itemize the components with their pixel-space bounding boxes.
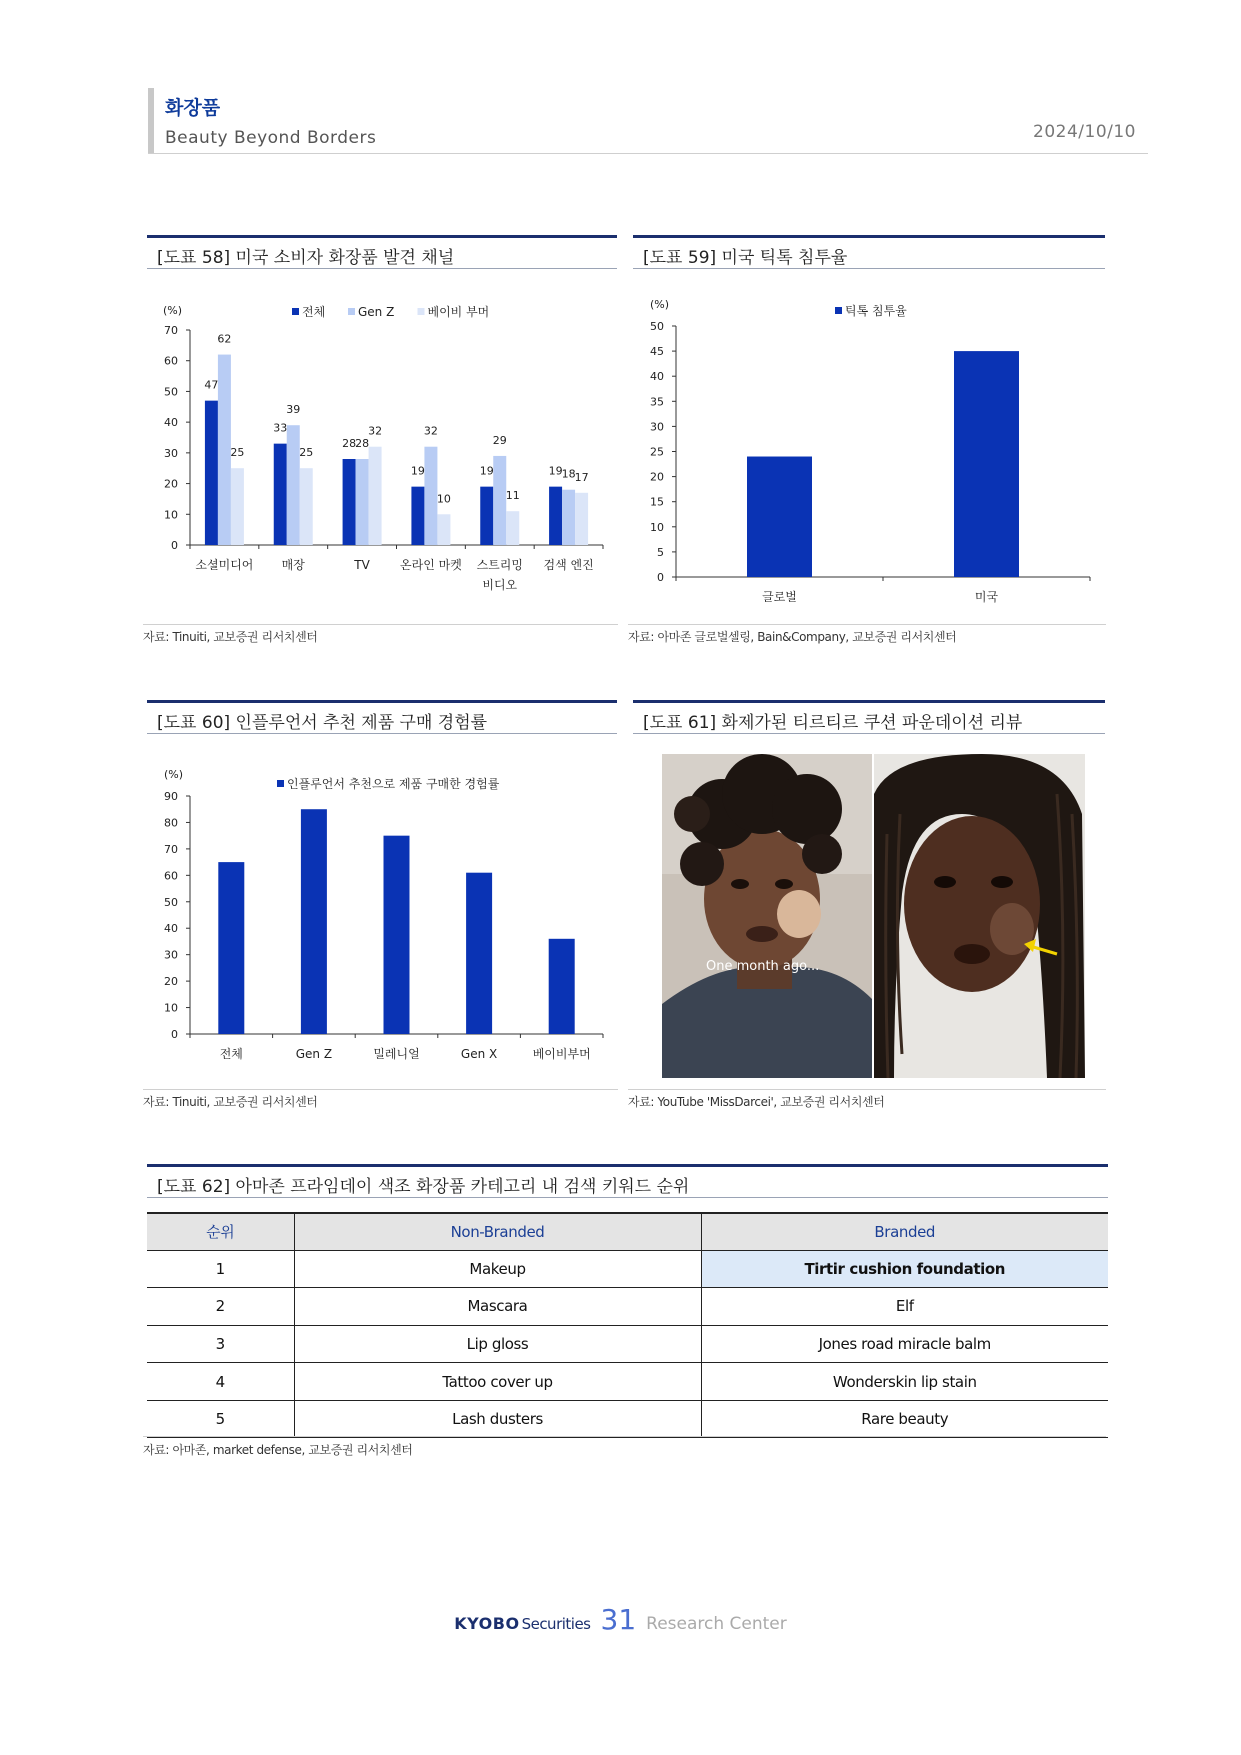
- data-label: 29: [492, 433, 507, 447]
- x-tick-label: Gen Z: [295, 1047, 333, 1061]
- y-unit-label: (%): [650, 298, 670, 311]
- rank-cell: 4: [147, 1363, 294, 1401]
- data-label: 25: [230, 446, 245, 460]
- table-row: [147, 1400, 1108, 1438]
- x-tick-label: 스트리밍: [476, 558, 523, 572]
- fig60-chart: [147, 760, 617, 1070]
- y-tick-label: 50: [164, 895, 178, 909]
- keyword-ranking-table: [147, 1212, 1108, 1438]
- header-divider: [148, 153, 1148, 154]
- data-label: 11: [505, 489, 520, 503]
- data-label: 25: [299, 446, 314, 460]
- x-tick-label: 검색 엔진: [543, 558, 594, 572]
- legend-label: Gen Z: [358, 305, 395, 319]
- y-tick-label: 20: [650, 470, 664, 484]
- x-tick-label: TV: [354, 558, 370, 572]
- bar: [562, 490, 575, 545]
- table-row: [147, 1288, 1108, 1326]
- y-tick-label: 10: [164, 1001, 178, 1015]
- data-label: 19: [479, 464, 494, 478]
- rank-cell: 5: [147, 1400, 294, 1438]
- table-row: [147, 1325, 1108, 1363]
- legend-swatch: [348, 308, 355, 315]
- bar: [480, 487, 493, 545]
- y-tick-label: 30: [650, 420, 664, 434]
- bar: [301, 809, 327, 1034]
- header-non-branded: Non-Branded: [294, 1213, 701, 1250]
- y-tick-label: 10: [650, 520, 664, 534]
- non-branded-cell: Mascara: [294, 1288, 701, 1326]
- legend-label: 베이비 부머: [427, 305, 490, 319]
- data-label: 28: [342, 437, 357, 450]
- legend-swatch: [418, 308, 425, 315]
- table-header-row: [147, 1213, 1108, 1250]
- rank-cell: 3: [147, 1325, 294, 1363]
- fig58-source: 자료: Tinuiti, 교보증권 리서치센터: [143, 630, 318, 644]
- y-tick-label: 0: [171, 539, 178, 552]
- fig58-source-divider: [143, 624, 618, 625]
- bar: [549, 939, 575, 1034]
- y-unit-label: (%): [164, 768, 184, 781]
- data-label: 33: [273, 421, 288, 435]
- branded-cell-highlighted: Tirtir cushion foundation: [701, 1250, 1108, 1288]
- y-tick-label: 40: [650, 370, 664, 384]
- rank-cell: 2: [147, 1288, 294, 1326]
- x-tick-label: 밀레니얼: [373, 1047, 420, 1061]
- bar: [300, 468, 313, 545]
- y-tick-label: 50: [650, 320, 664, 333]
- bar: [437, 514, 450, 545]
- data-label: 62: [217, 332, 232, 346]
- header-branded: Branded: [701, 1213, 1108, 1250]
- bar: [231, 468, 244, 545]
- data-label: 32: [368, 424, 383, 438]
- branded-cell: Jones road miracle balm: [701, 1325, 1108, 1363]
- fig61-source: 자료: YouTube 'MissDarcei', 교보증권 리서치센터: [628, 1095, 885, 1109]
- y-tick-label: 20: [164, 975, 178, 989]
- fig60-title: [도표 60] 인플루언서 추천 제품 구매 경험률: [147, 700, 617, 734]
- data-label: 17: [574, 470, 589, 484]
- fig59-source: 자료: 아마존 글로벌셀링, Bain&Company, 교보증권 리서치센터: [628, 630, 957, 644]
- footer-research-center: Research Center: [646, 1614, 787, 1634]
- tirtir-review-photo: [662, 754, 1085, 1078]
- y-unit-label: (%): [163, 304, 183, 317]
- data-label: 28: [355, 437, 370, 450]
- y-tick-label: 35: [650, 395, 664, 409]
- y-tick-label: 45: [650, 345, 664, 359]
- y-tick-label: 50: [164, 385, 178, 399]
- data-label: 39: [286, 403, 301, 417]
- x-tick-label: 글로벌: [762, 590, 797, 604]
- y-tick-label: 60: [164, 869, 178, 883]
- table-row: [147, 1250, 1108, 1288]
- bar: [493, 456, 506, 545]
- fig62-title: [도표 62] 아마존 프라임데이 색조 화장품 카테고리 내 검색 키워드 순위: [147, 1164, 1108, 1198]
- y-tick-label: 5: [657, 545, 664, 559]
- legend-label: 인플루언서 추천으로 제품 구매한 경험률: [287, 777, 500, 791]
- bar: [411, 487, 424, 545]
- photo-caption: One month ago...: [706, 959, 820, 974]
- y-tick-label: 70: [164, 324, 178, 337]
- x-tick-label: 소셜미디어: [195, 558, 254, 572]
- page-footer: [0, 1603, 1241, 1636]
- bar: [575, 493, 588, 545]
- y-tick-label: 30: [164, 446, 178, 460]
- data-label: 10: [436, 492, 451, 506]
- page-number: 31: [600, 1603, 637, 1636]
- header-accent-bar: [148, 88, 154, 154]
- legend-label: 틱톡 침투율: [845, 304, 907, 318]
- fig62-source: 자료: 아마존, market defense, 교보증권 리서치센터: [143, 1443, 413, 1457]
- non-branded-cell: Lip gloss: [294, 1325, 701, 1363]
- fig61-title: [도표 61] 화제가된 티르티르 쿠션 파운데이션 리뷰: [633, 700, 1105, 734]
- bar: [205, 401, 218, 545]
- y-tick-label: 10: [164, 508, 178, 522]
- y-tick-label: 0: [171, 1028, 178, 1041]
- fig59-chart: [633, 290, 1105, 620]
- section-title: 화장품: [165, 97, 221, 119]
- fig59-source-divider: [628, 624, 1106, 625]
- y-tick-label: 40: [164, 922, 178, 936]
- bar: [218, 355, 231, 545]
- fig62-source-divider: [143, 1436, 1106, 1437]
- fig61-source-divider: [628, 1089, 1106, 1090]
- non-branded-cell: Makeup: [294, 1250, 701, 1288]
- x-tick-label: 전체: [219, 1047, 243, 1061]
- branded-cell: Elf: [701, 1288, 1108, 1326]
- y-tick-label: 30: [164, 948, 178, 962]
- y-tick-label: 0: [657, 571, 664, 584]
- table-row: [147, 1363, 1108, 1401]
- review-photo-illustration: [662, 754, 1085, 1078]
- bar: [356, 459, 369, 545]
- legend-swatch: [292, 308, 299, 315]
- bar: [287, 425, 300, 545]
- non-branded-cell: Lash dusters: [294, 1400, 701, 1438]
- footer-brand: KYOBO: [454, 1614, 520, 1633]
- legend-label: 전체: [302, 305, 326, 319]
- bar: [274, 444, 287, 545]
- y-tick-label: 15: [650, 495, 664, 509]
- bar: [218, 862, 244, 1034]
- bar: [384, 836, 410, 1034]
- y-tick-label: 40: [164, 416, 178, 430]
- fig58-title: [도표 58] 미국 소비자 화장품 발견 채널: [147, 235, 617, 269]
- non-branded-cell: Tattoo cover up: [294, 1363, 701, 1401]
- data-label: 47: [204, 378, 219, 392]
- data-label: 32: [423, 424, 438, 438]
- data-label: 18: [561, 467, 576, 481]
- x-tick-label: 베이비부머: [532, 1047, 591, 1061]
- bar: [424, 447, 437, 545]
- bar: [747, 457, 812, 577]
- legend-swatch: [277, 780, 284, 787]
- legend-swatch: [835, 307, 842, 314]
- bar: [506, 511, 519, 545]
- x-tick-label: 비디오: [482, 578, 518, 592]
- fig59-title: [도표 59] 미국 틱톡 침투율: [633, 235, 1105, 269]
- y-tick-label: 25: [650, 445, 664, 459]
- fig58-chart: [147, 290, 617, 620]
- bar: [954, 351, 1019, 577]
- header-rank: 순위: [147, 1213, 294, 1250]
- y-tick-label: 60: [164, 354, 178, 368]
- branded-cell: Wonderskin lip stain: [701, 1363, 1108, 1401]
- fig60-source: 자료: Tinuiti, 교보증권 리서치센터: [143, 1095, 318, 1109]
- branded-cell: Rare beauty: [701, 1400, 1108, 1438]
- footer-brand-suffix: Securities: [521, 1615, 591, 1633]
- bar: [466, 873, 492, 1034]
- rank-cell: 1: [147, 1250, 294, 1288]
- x-tick-label: 매장: [281, 558, 305, 572]
- data-label: 19: [410, 464, 425, 478]
- fig60-source-divider: [143, 1089, 618, 1090]
- y-tick-label: 80: [164, 816, 178, 830]
- y-tick-label: 20: [164, 477, 178, 491]
- bar: [343, 459, 356, 545]
- y-tick-label: 90: [164, 790, 178, 803]
- data-label: 19: [548, 464, 563, 478]
- y-tick-label: 70: [164, 842, 178, 856]
- report-date: 2024/10/10: [1033, 122, 1136, 142]
- report-subtitle: Beauty Beyond Borders: [165, 128, 377, 148]
- x-tick-label: 미국: [974, 590, 999, 604]
- bar: [369, 447, 382, 545]
- x-tick-label: 온라인 마켓: [400, 558, 462, 572]
- x-tick-label: Gen X: [460, 1047, 498, 1061]
- bar: [549, 487, 562, 545]
